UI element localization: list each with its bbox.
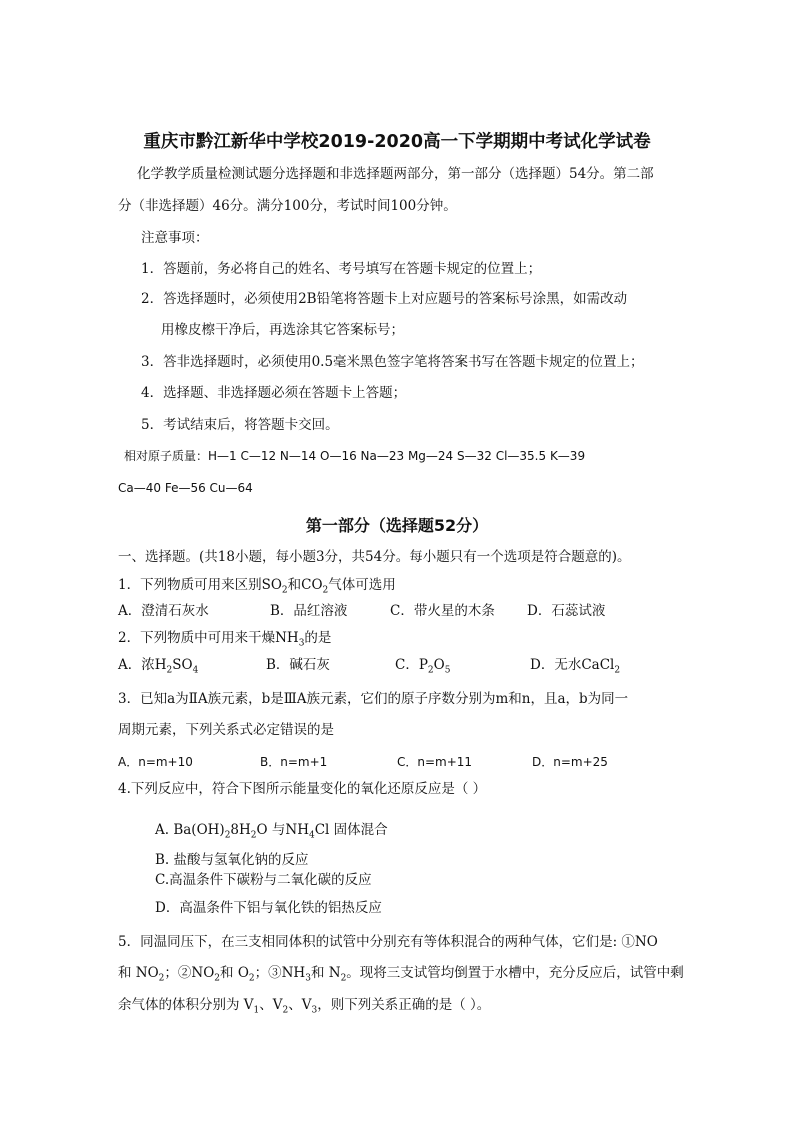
q1-option-b: B．品红溶液 <box>270 603 348 619</box>
section-title: 第一部分（选择题52分） <box>305 516 489 535</box>
q3-option-a: A．n=m+10 <box>118 755 193 769</box>
part1-header: 一、选择题。(共18小题，每小题3分，共54分。每小题只有一个选项是符合题意的)。 <box>118 549 631 565</box>
q4-option-b: B. 盐酸与氢氧化钠的反应 <box>155 852 309 868</box>
q4-option-d: D．高温条件下铝与氧化铁的铝热反应 <box>155 900 382 916</box>
atomic-mass-line-2: Ca—40 Fe—56 Cu—64 <box>118 481 253 495</box>
q3-option-c: C．n=m+11 <box>397 755 473 769</box>
q2-option-d: D．无水CaCl$_2$ <box>530 657 621 676</box>
page-title: 重庆市黔江新华中学校2019-2020高一下学期期中考试化学试卷 <box>143 132 651 152</box>
q3-line-1: 3．已知a为ⅡA族元素，b是ⅢA族元素，它们的原子序数分别为m和n，且a，b为同一 <box>118 691 629 707</box>
q1-option-d: D．石蕊试液 <box>527 603 606 619</box>
q1-option-a: A．澄清石灰水 <box>118 603 209 619</box>
q5-line-1: 5．同温同压下，在三支相同体积的试管中分别充有等体积混合的两种气体，它们是: ①NO <box>118 934 658 950</box>
notes-heading: 注意事项： <box>141 230 209 246</box>
atomic-mass-line-1: 相对原子质量：H—1 C—12 N—14 O—16 Na—23 Mg—24 S—32 Cl—35.5 K—39 <box>124 449 586 463</box>
intro-line-1: 化学教学质量检测试题分选择题和非选择题两部分，第一部分（选择题）54分。第二部 <box>137 166 654 182</box>
q5-line-3: 余气体的体积分别为 $V_1$、$V_2$、$V_3$，则下列关系正确的是（ ）。 <box>118 997 491 1016</box>
note-item-4: 4．选择题、非选择题必须在答题卡上答题； <box>141 385 407 401</box>
q2-stem: 2．下列物质中可用来干燥$NH_3$的是 <box>118 630 332 649</box>
q2-option-a: A．浓$H_2SO_4$ <box>118 657 199 676</box>
q2-option-b: B．碱石灰 <box>266 657 330 673</box>
q2-option-c: C．$P_2O_5$ <box>395 657 451 676</box>
q4-option-c: C.高温条件下碳粉与二氧化碳的反应 <box>155 872 372 888</box>
q3-option-d: D．n=m+25 <box>532 755 608 769</box>
q3-option-b: B．n=m+1 <box>260 755 328 769</box>
q4-stem: 4.下列反应中，符合下图所示能量变化的氧化还原反应是（ ） <box>118 781 487 797</box>
q3-line-2: 周期元素，下列关系式必定错误的是 <box>118 722 334 738</box>
note-item-2a: 2．答选择题时，必须使用2B铅笔将答题卡上对应题号的答案标号涂黑，如需改动 <box>141 291 628 307</box>
q1-option-c: C．带火星的木条 <box>390 603 495 619</box>
q1-stem: 1．下列物质可用来区别$SO_2$和$CO_2$气体可选用 <box>118 577 396 596</box>
note-item-2b: 用橡皮檫干净后，再选涂其它答案标号； <box>161 322 404 338</box>
q5-line-2: 和 $NO_2$；$②NO_2$和 $O_2$；$③NH_3$和 $N_2$。现将三支试管均倒置于水槽中，充分反应后，试管中剩 <box>118 965 684 984</box>
note-item-1: 1．答题前，务必将自己的姓名、考号填写在答题卡规定的位置上； <box>141 261 542 277</box>
intro-line-2: 分（非选择题）46分。满分100分，考试时间100分钟。 <box>118 198 457 214</box>
q4-option-a: A. $Ba(OH)_28H_2O$ 与$NH_4Cl$ 固体混合 <box>155 822 388 841</box>
note-item-3: 3．答非选择题时，必须使用0.5毫米黑色签字笔将答案书写在答题卡规定的位置上； <box>141 354 644 370</box>
note-item-5: 5．考试结束后，将答题卡交回。 <box>141 417 339 433</box>
